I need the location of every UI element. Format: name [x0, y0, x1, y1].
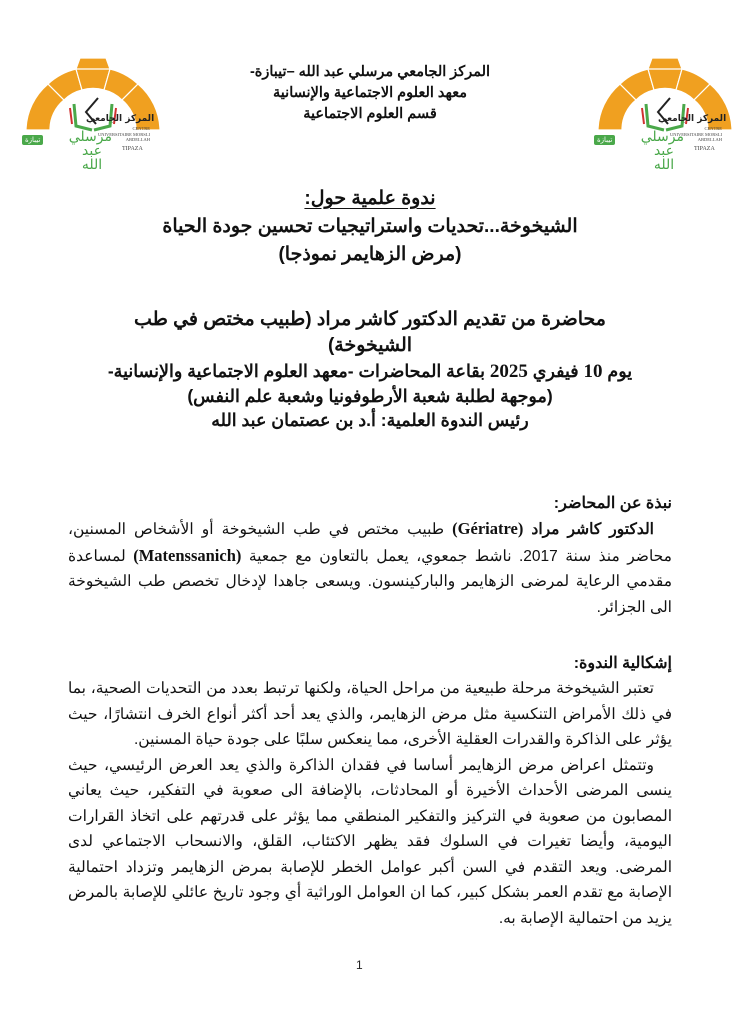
logo-french-name: CENTRE UNIVERSITAIRE MORSLI ABDELLAH — [98, 126, 151, 142]
logo-city: TIPAZA — [694, 146, 715, 152]
seminar-title — [110, 185, 630, 269]
university-logo-left — [18, 52, 168, 173]
problem-paragraph-2: وتتمثل اعراض مرض الزهايمر أساسا في فقدان الذاكرة والذي يعد العرض الرئيسي، حيث ينسى المرضى الأحداث الأخيرة أو المحادثات، بالإضافة الى صعوبة في التفكير، حيث يعاني المصابون من صعوبة في التركيز والتفكير المنطقي مما يؤثر على قدرتهم على اتخاذ القرارات اليومية، وأيضا تغيرات في السلوك فقد يظهر الاكتئاب، القلق، والانسحاب الاجتماعي لدى المرضى. ويعد التقدم في السن أكبر عوامل الخطر للإصابة بمرض الزهايمر وتزداد احتمالية الإصابة مع تقدم العمر بشكل كبير، كما ان العوامل الوراثية أي وجود تاريخ عائلي للإصابة بالمرض يزيد من احتمالية الإصابة به. — [68, 756, 672, 927]
logo-badge: تيبازة — [22, 135, 43, 145]
about-heading: نبذة عن المحاضر: — [553, 495, 672, 512]
problem-paragraph-1: تعتبر الشيخوخة مرحلة طبيعية من مراحل الحياة، ولكنها ترتبط بعدد من التحديات الصحية، بما في ذلك الأمراض التنكسية مثل مرض الزهايمر، والذي يعد أحد أكثر أنواع الخرف انتشارًا، حيث يؤثر على الذاكرة والقدرات العقلية الأخرى، مما ينعكس سلبًا على جودة حياة المسنين. — [68, 680, 672, 748]
logo-calligraphy: مرسلي عبد الله — [640, 129, 684, 173]
about-lecturer-section — [68, 492, 672, 620]
date-prefix: يوم — [607, 361, 633, 381]
audience-line: (موجهة لطلبة شعبة الأرطوفونيا وشعبة علم النفس) — [187, 386, 553, 406]
logo-french-name: CENTRE UNIVERSITAIRE MORSLI ABDELLAH — [670, 126, 723, 142]
department-name: قسم العلوم الاجتماعية — [303, 106, 437, 122]
logo-city: TIPAZA — [122, 146, 143, 152]
presenter-line: محاضرة من تقديم الدكتور كاشر مراد (طبيب مختص في طب الشيخوخة) — [134, 309, 606, 356]
page-number: 1 — [356, 958, 363, 972]
venue: بقاعة المحاضرات -معهد العلوم الاجتماعية والإنسانية- — [107, 361, 486, 381]
logo-arabic-name: المركز الجامعي — [658, 114, 727, 124]
seminar-info — [90, 307, 650, 432]
chair-line: رئيس الندوة العلمية: أ.د بن عصتمان عبد الله — [211, 410, 529, 430]
seminar-main-title: الشيخوخة...تحديات واستراتيجيات تحسين جودة الحياة — [162, 216, 578, 237]
logo-badge: تيبازة — [594, 135, 615, 145]
about-text-1: طبيب مختص في طب الشيخوخة أو الأشخاص المسنين، محاضر منذ سنة 2017. ناشط جمعوي، يعمل بالتعاون مع جمعية — [68, 521, 672, 565]
logo-arabic-name: المركز الجامعي — [86, 114, 155, 124]
university-name: المركز الجامعي مرسلي عبد الله –تيبازة- — [249, 64, 491, 80]
date-year: 2025 — [489, 361, 528, 382]
institute-name: معهد العلوم الاجتماعية والإنسانية — [273, 85, 467, 101]
about-text-2: لمساعدة مقدمي الرعاية لمرضى الزهايمر والباركينسون. ويسعى جاهدا لإدخال تخصص طب الشيخوخة الى الجزائر. — [68, 547, 672, 616]
date-day: 10 — [583, 361, 603, 382]
date-venue-line — [90, 359, 650, 384]
logo-calligraphy: مرسلي عبد الله — [68, 129, 112, 173]
lecturer-name: الدكتور كاشر مراد — [531, 521, 654, 538]
about-paragraph — [68, 516, 672, 620]
lecturer-specialty: (Gériatre) — [452, 519, 524, 538]
institution-header — [210, 62, 530, 125]
university-logo-right — [590, 52, 740, 173]
association-name: (Matenssanich) — [133, 545, 242, 565]
date-month: فيفري — [532, 361, 579, 381]
problem-section — [68, 652, 672, 931]
seminar-label: ندوة علمية حول: — [304, 188, 436, 209]
problem-heading: إشكالية الندوة: — [573, 655, 672, 672]
seminar-subtitle: (مرض الزهايمر نموذجا) — [278, 244, 462, 265]
